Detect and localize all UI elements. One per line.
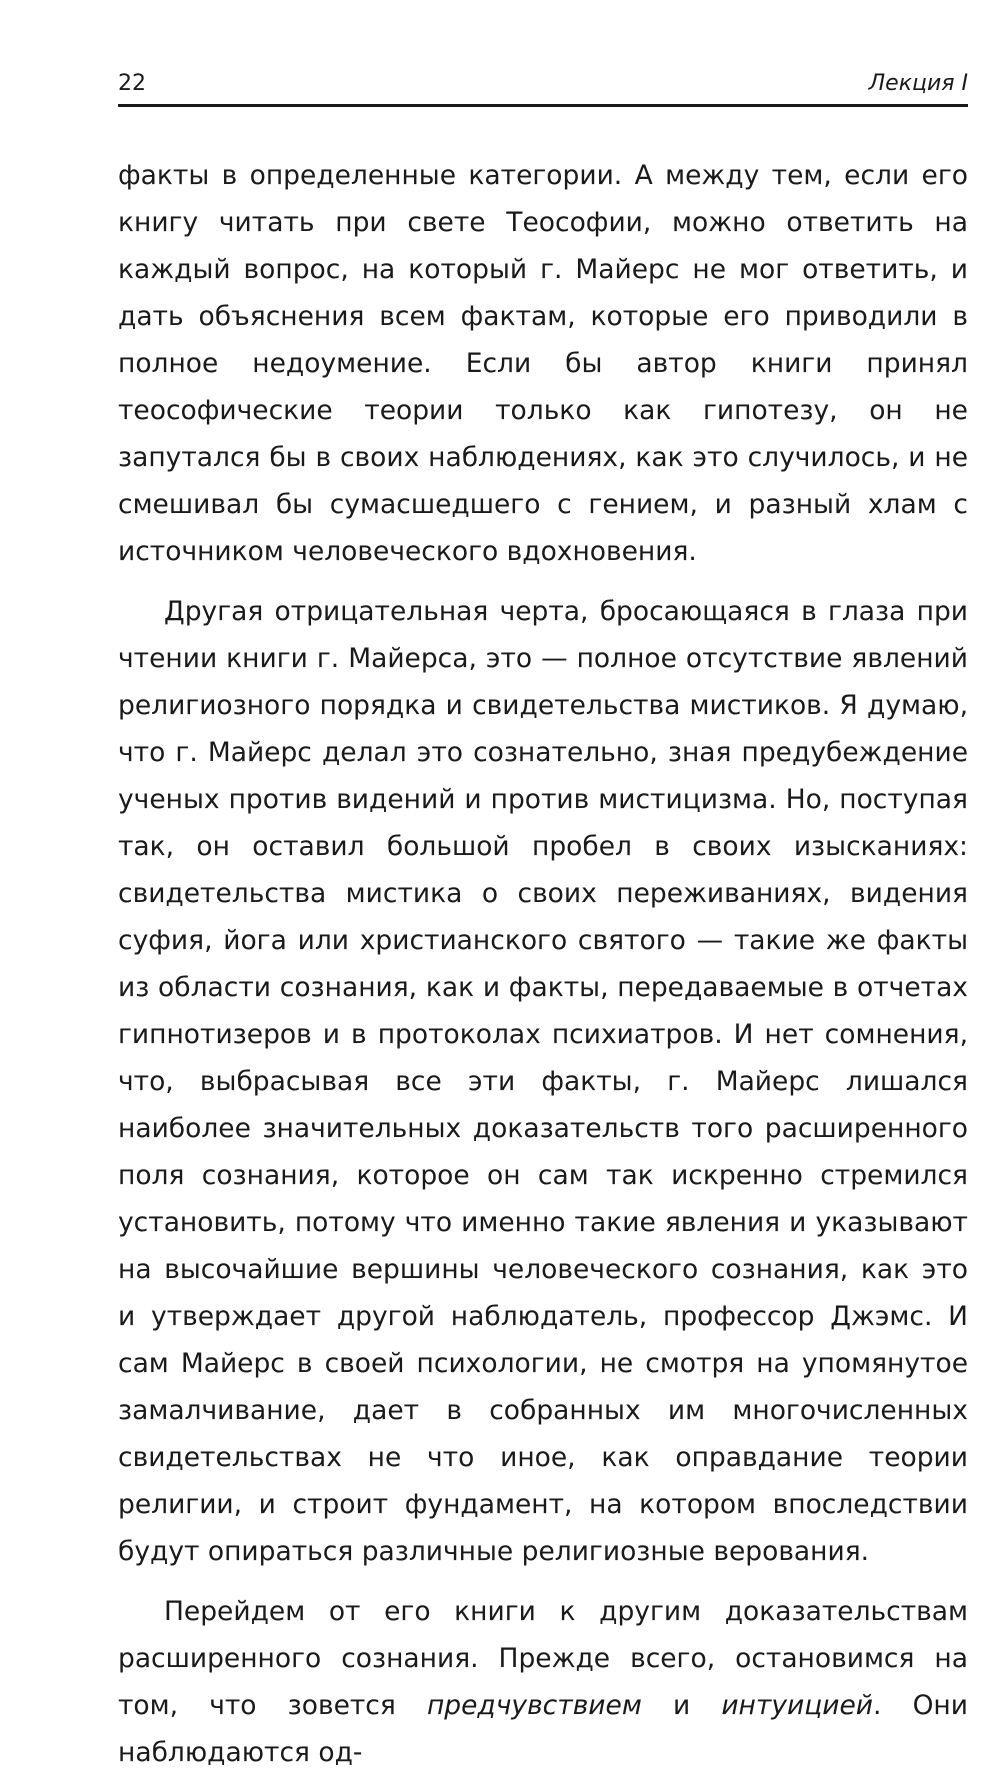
body-text xyxy=(118,152,968,1789)
paragraph-1: факты в определенные категории. А между тем, если его книгу читать при свете Теософии, можно ответить на каждый вопрос, на который г. Майерс не мог ответить, и дать объяснения всем фактам, которые его приводили в полное недоумение. Если бы автор книги принял теософические теории только как гипотезу, он не запутался бы в своих наблюдениях, как это случилось, и не смешивал бы сумасшедшего с гением, и разный хлам с источником человеческого вдохновения. xyxy=(118,160,968,567)
paragraph-3-conjunction: и xyxy=(641,1690,722,1721)
paragraph-3 xyxy=(118,1588,968,1776)
paragraph-3-text-start: Перейдем от его книги к другим доказательствам расширенного сознания. Прежде всего, остановимся на том, что зовется xyxy=(118,1596,968,1721)
page-number: 22 xyxy=(118,71,146,96)
paragraph-2: Другая отрицательная черта, бросающаяся в глаза при чтении книги г. Майерса, это — полное отсутствие явлений религиозного порядка и свидетельства мистиков. Я думаю, что г. Майерс делал это сознательно, зная предубеждение ученых против видений и против мистицизма. Но, поступая так, он оставил большой пробел в своих изысканиях: свидетельства мистика о своих переживаниях, видения суфия, йога или христианского святого — такие же факты из области сознания, как и факты, передаваемые в отчетах гипнотизеров и в протоколах психиатров. И нет сомнения, что, выбрасывая все эти факты, г. Майерс лишался наиболее значительных доказательств того расширенного поля сознания, которое он сам так искренно стремился установить, потому что именно такие явления и указывают на высочайшие вершины человеческого сознания, как это и утверждает другой наблюдатель, профессор Джэмс. И сам Майерс в своей психологии, не смотря на упомянутое замалчивание, дает в собранных им многочисленных свидетельствах не что иное, как оправдание теории религии, и строит фундамент, на котором впоследствии будут опираться различные религиозные верования. xyxy=(118,596,968,1567)
running-head xyxy=(118,60,968,96)
header-rule xyxy=(118,104,968,107)
paragraph-3-text-end: . Они наблюдаются од- xyxy=(118,1690,968,1768)
term-intuition: интуицией xyxy=(721,1690,874,1721)
term-premonition: предчувствием xyxy=(426,1690,642,1721)
section-title: Лекция I xyxy=(868,71,968,96)
